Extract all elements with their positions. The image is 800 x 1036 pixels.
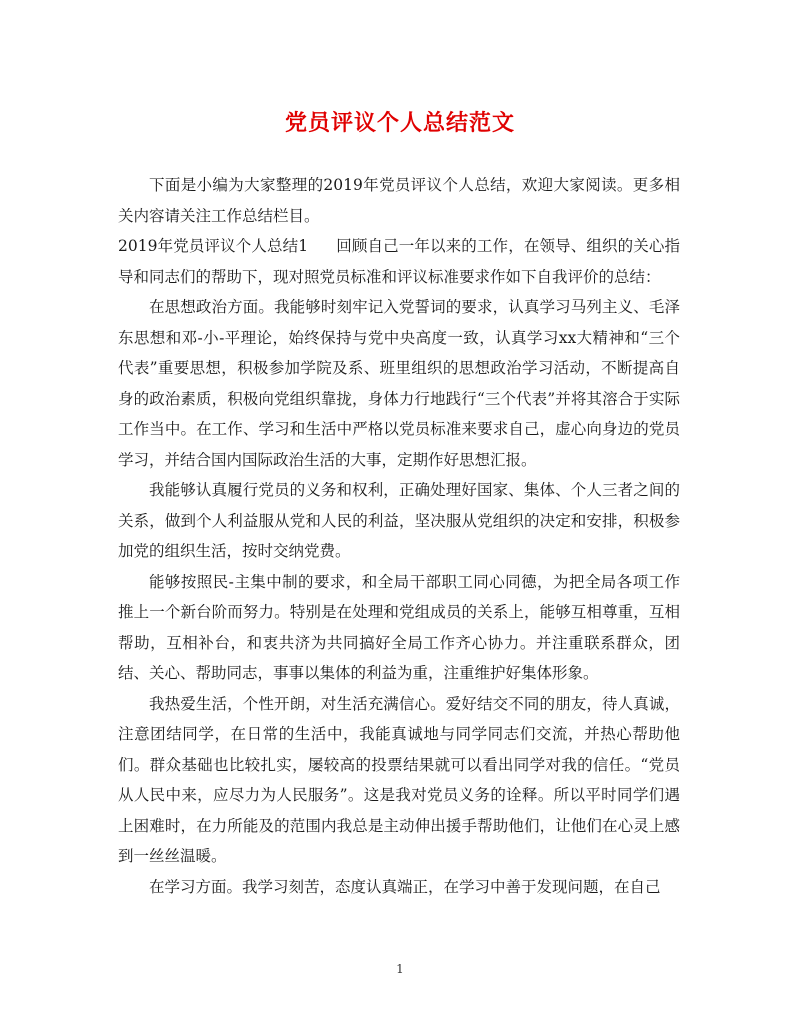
document-body [118, 170, 680, 902]
paragraph-study: 在学习方面。我学习刻苦，态度认真端正，在学习中善于发现问题，在自己 [149, 877, 661, 896]
paragraph-democracy: 能够按照民-主集中制的要求，和全局干部职工同心同德，为把全局各项工作推上一个新台阶而努力。特别是在处理和党组成员的关系上，能够互相尊重，互相帮助，互相补台，和衷共济为共同搞好全局工作齐心协力。并注重联系群众，团结、关心、帮助同志，事事以集体的利益为重，注重维护好集体形象。 [118, 572, 680, 682]
page-number: 1 [396, 962, 404, 976]
paragraph-heading [118, 231, 680, 292]
paragraph-duties: 我能够认真履行党员的义务和权利，正确处理好国家、集体、个人三者之间的关系，做到个人利益服从党和人民的利益，坚决服从党组织的决定和安排，积极参加党的组织生活，按时交纳党费。 [118, 481, 680, 560]
section-heading-label: 2019年党员评议个人总结1 [118, 237, 309, 255]
paragraph-political: 在思想政治方面。我能够时刻牢记入党誓词的要求，认真学习马列主义、毛泽东思想和邓-小-平理论，始终保持与党中央高度一致，认真学习xx大精神和“三个代表”重要思想，积极参加学院及系、班里组织的思想政治学习活动，不断提高自身的政治素质，积极向党组织靠拢，身体力行地践行“三个代表”并将其溶合于实际工作当中。在工作、学习和生活中严格以党员标准来要求自己，虚心向身边的党员学习，并结合国内国际政治生活的大事，定期作好思想汇报。 [118, 298, 680, 469]
section-heading-text: 回顾自己一年以来的工作，在领导、组织的关心指导和同志们的帮助下，现对照党员标准和评议标准要求作如下自我评价的总结： [118, 237, 680, 286]
page-title: 党员评议个人总结范文 [284, 111, 515, 136]
paragraph-intro: 下面是小编为大家整理的2019年党员评议个人总结，欢迎大家阅读。更多相关内容请关注工作总结栏目。 [118, 176, 680, 225]
paragraph-life: 我热爱生活，个性开朗，对生活充满信心。爱好结交不同的朋友，待人真诚，注意团结同学，在日常的生活中，我能真诚地与同学同志们交流，并热心帮助他们。群众基础也比较扎实，屡较高的投票结果就可以看出同学对我的信任。“党员从人民中来，应尽力为人民服务”。这是我对党员义务的诠释。所以平时同学们遇上困难时，在力所能及的范围内我总是主动伸出援手帮助他们，让他们在心灵上感到一丝丝温暖。 [118, 694, 680, 865]
